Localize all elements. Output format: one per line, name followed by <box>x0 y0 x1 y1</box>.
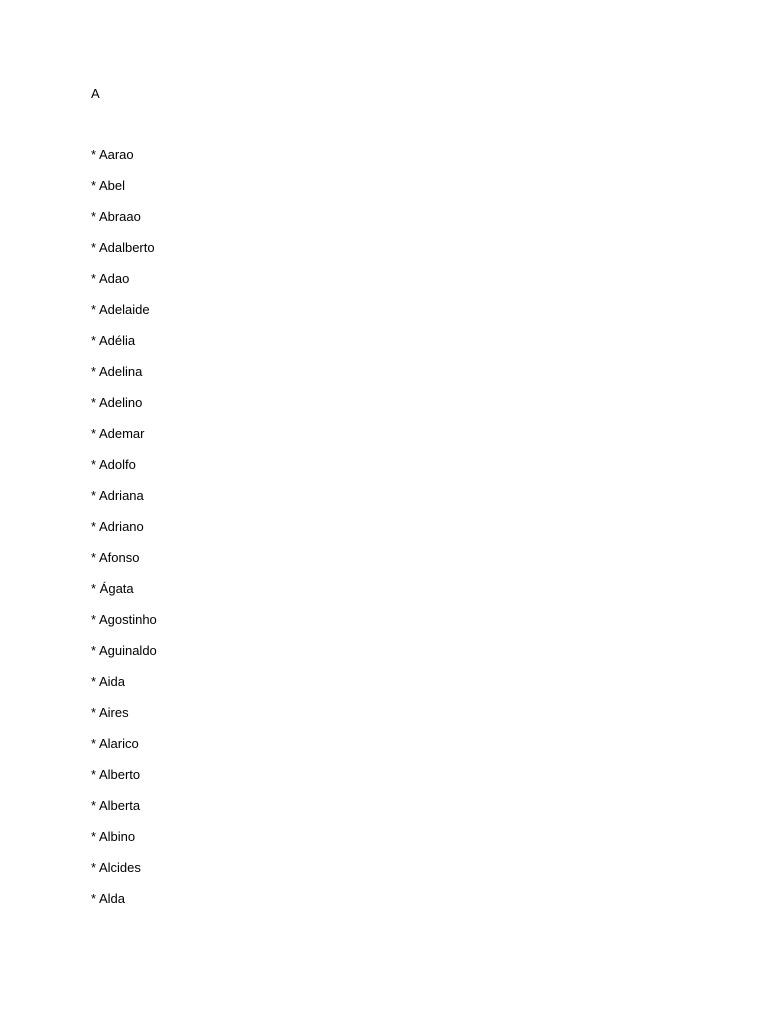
list-item: * Afonso <box>91 550 140 565</box>
list-item: * Adelino <box>91 395 143 410</box>
section-heading: A <box>91 86 100 101</box>
list-item: * Abel <box>91 178 125 193</box>
list-item: * Alarico <box>91 736 139 751</box>
list-item: * Aguinaldo <box>91 643 157 658</box>
list-item: * Abraao <box>91 209 141 224</box>
list-item: * Alcides <box>91 860 141 875</box>
list-item: * Aarao <box>91 147 134 162</box>
list-item: * Albino <box>91 829 136 844</box>
list-item: * Adao <box>91 271 130 286</box>
list-item: * Adélia <box>91 333 136 348</box>
list-item: * Adriana <box>91 488 144 503</box>
name-list <box>91 147 157 922</box>
list-item: * Adriano <box>91 519 144 534</box>
list-item: * Adelaide <box>91 302 150 317</box>
list-item: * Ágata <box>91 581 134 596</box>
list-item: * Alberta <box>91 798 141 813</box>
list-item: * Adolfo <box>91 457 136 472</box>
list-item: * Aires <box>91 705 129 720</box>
list-item: * Agostinho <box>91 612 157 627</box>
list-item: * Adalberto <box>91 240 155 255</box>
list-item: * Aida <box>91 674 125 689</box>
list-item: * Ademar <box>91 426 145 441</box>
list-item: * Alberto <box>91 767 141 782</box>
list-item: * Alda <box>91 891 125 906</box>
list-item: * Adelina <box>91 364 143 379</box>
